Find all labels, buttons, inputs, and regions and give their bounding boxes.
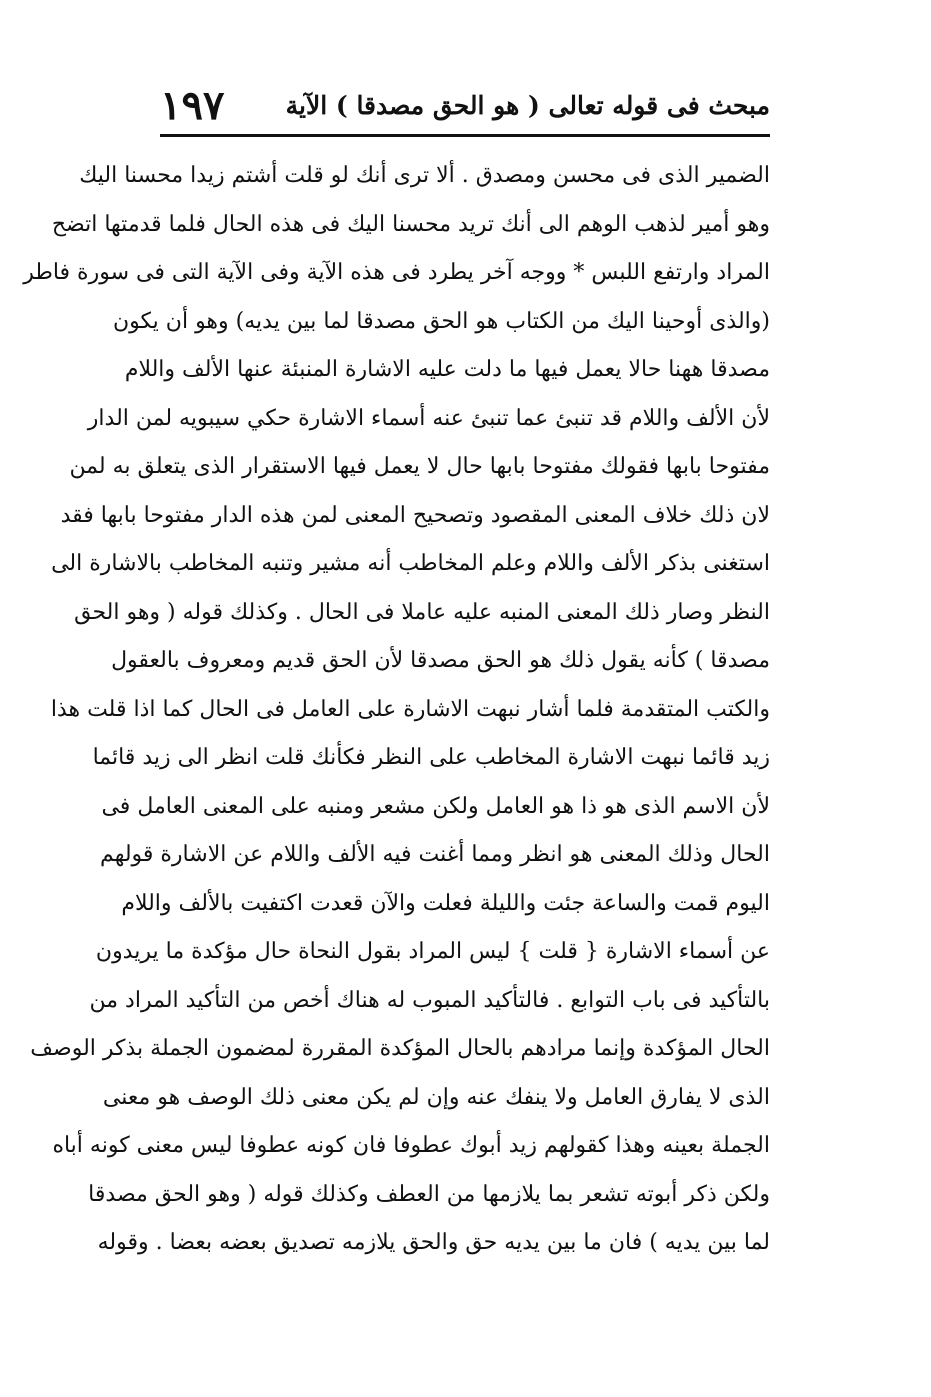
page-number: ١٩٧ [160, 81, 225, 129]
body-text [23, 152, 770, 1268]
text-line: (والذى أوحينا اليك من الكتاب هو الحق مصدقا لما بين يديه) وهو أن يكون [113, 308, 770, 334]
header-rule [160, 134, 770, 137]
text-line: ولكن ذكر أبوته تشعر بما يلازمها من العطف وكذلك قوله ( وهو الحق مصدقا [88, 1181, 770, 1207]
text-line: مصدقا ) كأنه يقول ذلك هو الحق مصدقا لأن الحق قديم ومعروف بالعقول [111, 648, 770, 673]
text-line: الجملة بعينه وهذا كقولهم زيد أبوك عطوفا فان كونه عطوفا ليس معنى كونه أباه [52, 1133, 770, 1158]
text-line: المراد وارتفع اللبس * ووجه آخر يطرد فى هذه الآية وفى الآية التى فى سورة فاطر [23, 260, 770, 285]
text-line: مفتوحا بابها فقولك مفتوحا بابها حال لا يعمل فيها الاستقرار الذى يتعلق به لمن [69, 454, 770, 479]
text-line: لما بين يديه ) فان ما بين يديه حق والحق يلازمه تصديق بعضه بعضا . وقوله [97, 1230, 770, 1255]
text-line: لأن الاسم الذى هو ذا هو العامل ولكن مشعر ومنبه على المعنى العامل فى [101, 793, 770, 819]
text-line: الحال وذلك المعنى هو انظر ومما أغنت فيه الألف واللام عن الاشارة قولهم [100, 842, 770, 867]
text-line: زيد قائما نبهت الاشارة المخاطب على النظر فكأنك قلت انظر الى زيد قائما [92, 745, 770, 770]
text-line: عن أسماء الاشارة { قلت } ليس المراد بقول النحاة حال مؤكدة ما يريدون [95, 939, 770, 964]
running-title: مبحث فى قوله تعالى ( هو الحق مصدقا ) الآية [285, 90, 770, 120]
text-line: اليوم قمت والساعة جئت والليلة فعلت والآن قعدت اكتفيت بالألف واللام [121, 890, 770, 916]
page-header [160, 80, 770, 130]
text-line: والكتب المتقدمة فلما أشار نبهت الاشارة على العامل فى الحال كما اذا قلت هذا [50, 696, 770, 722]
text-line: النظر وصار ذلك المعنى المنبه عليه عاملا فى الحال . وكذلك قوله ( وهو الحق [74, 599, 770, 625]
text-line: استغنى بذكر الألف واللام وعلم المخاطب أنه مشير وتنبه المخاطب بالاشارة الى [51, 551, 770, 576]
text-line: بالتأكيد فى باب التوابع . فالتأكيد المبوب له هناك أخص من التأكيد المراد من [89, 987, 770, 1013]
text-line: وهو أمير لذهب الوهم الى أنك تريد محسنا اليك فى هذه الحال فلما قدمتها اتضح [51, 211, 770, 237]
text-line: الذى لا يفارق العامل ولا ينفك عنه وإن لم يكن معنى ذلك الوصف هو معنى [102, 1084, 770, 1110]
text-line: مصدقا ههنا حالا يعمل فيها ما دلت عليه الاشارة المنبئة عنها الألف واللام [124, 357, 770, 382]
text-line: لأن الألف واللام قد تنبئ عما تنبئ عنه أسماء الاشارة حكي سيبويه لمن الدار [87, 405, 770, 431]
text-line: الضمير الذى فى محسن ومصدق . ألا ترى أنك لو قلت أشتم زيدا محسنا اليك [79, 163, 770, 188]
text-line: لان ذلك خلاف المعنى المقصود وتصحيح المعنى لمن هذه الدار مفتوحا بابها فقد [60, 502, 770, 528]
text-line: الحال المؤكدة وإنما مرادهم بالحال المؤكدة المقررة لمضمون الجملة بذكر الوصف [30, 1036, 770, 1061]
